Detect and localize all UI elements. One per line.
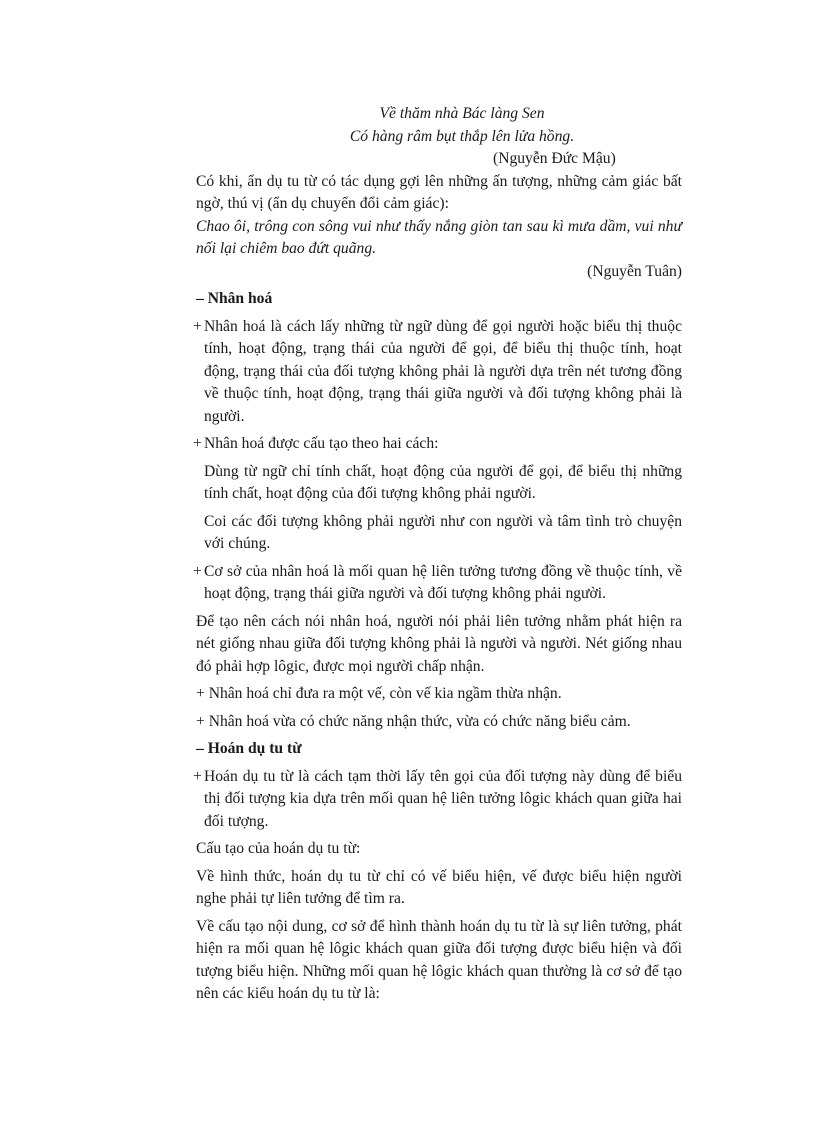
hoan-du-form: Về hình thức, hoán dụ tu từ chỉ có vế biểu hiện, vế được biểu hiện người nghe phải tự liên tưởng để tìm ra. xyxy=(196,867,682,907)
nhan-hoa-structure xyxy=(193,433,682,456)
nhan-hoa-basis xyxy=(193,561,682,606)
poem-block xyxy=(219,103,705,171)
hoan-du-content: Về cấu tạo nội dung, cơ sở để hình thành hoán dụ tu từ là sự liên tưởng, phát hiện ra mối quan hệ lôgic khách quan giữa đối tượng được biểu hiện và đối tượng biểu hiện. Những mối quan hệ lôgic khách quan thường là cơ sở để tạo nên các kiểu hoán dụ tu từ là: xyxy=(196,917,682,1002)
basis-text: Cơ sở của nhân hoá là mối quan hệ liên tưởng tương đồng về thuộc tính, về hoạt động, trạng thái giữa người và đối tượng không phải người. xyxy=(204,562,682,602)
bullet-marker: + xyxy=(193,435,202,452)
nhan-hoa-way-1: Dùng từ ngữ chỉ tính chất, hoạt động của người để gọi, để biểu thị những tính chất, hoạt động của đối tượng không phải người. xyxy=(204,462,682,502)
quote-author: (Nguyễn Tuân) xyxy=(587,262,682,280)
nhan-hoa-create: Để tạo nên cách nói nhân hoá, người nói phải liên tưởng nhằm phát hiện ra nét giống nhau giữa đối tượng không phải là người và người. Nét giống nhau đó phải hợp lôgic, được mọi người chấp nhận. xyxy=(196,612,682,675)
poem-author: (Nguyễn Đức Mậu) xyxy=(493,150,616,167)
nhan-hoa-note-1: + Nhân hoá chỉ đưa ra một vế, còn vế kia ngầm thừa nhận. xyxy=(196,685,562,702)
definition-text: Nhân hoá là cách lấy những từ ngữ dùng để gọi người hoặc biểu thị thuộc tính, hoạt động, trạng thái của người để gọi, để biểu thị thuộc tính, hoạt động, trạng thái của đối tượng không phải là người dựa trên nét tương đồng về thuộc tính, hoạt động, trạng thái giữa người và đối tượng không phải là người. xyxy=(204,317,682,425)
structure-text: Nhân hoá được cấu tạo theo hai cách: xyxy=(204,435,439,452)
page-content xyxy=(193,103,682,1006)
bullet-marker: + xyxy=(193,767,202,785)
hoan-du-structure: Cấu tạo của hoán dụ tu từ: xyxy=(196,840,361,857)
poem-line-2: Có hàng râm bụt thắp lên lửa hồng. xyxy=(349,127,575,145)
poem-line-1: Về thăm nhà Bác làng Sen xyxy=(379,105,545,122)
heading-nhan-hoa: – Nhân hoá xyxy=(196,290,273,307)
intro-paragraph: Có khi, ẩn dụ tu từ có tác dụng gợi lên những ấn tượng, những cảm giác bất ngờ, thú vị (ẩn dụ chuyển đổi cảm giác): xyxy=(196,172,682,212)
hoan-du-definition xyxy=(193,766,682,834)
quote-text: Chao ôi, trông con sông vui như thấy nắng giòn tan sau kì mưa dầm, vui như nối lại chiêm bao đứt quãng. xyxy=(196,217,682,257)
nhan-hoa-way-2: Coi các đối tượng không phải người như con người và tâm tình trò chuyện với chúng. xyxy=(204,512,682,552)
nhan-hoa-note-2: + Nhân hoá vừa có chức năng nhận thức, vừa có chức năng biểu cảm. xyxy=(196,712,631,730)
nhan-hoa-definition xyxy=(193,316,682,429)
bullet-marker: + xyxy=(193,317,202,335)
bullet-marker: + xyxy=(193,562,202,580)
heading-hoan-du: – Hoán dụ tu từ xyxy=(196,740,302,757)
definition-text: Hoán dụ tu từ là cách tạm thời lấy tên gọi của đối tượng này dùng để biểu thị đối tượng kia dựa trên mối quan hệ liên tưởng lôgic khách quan giữa hai đối tượng. xyxy=(204,767,682,830)
